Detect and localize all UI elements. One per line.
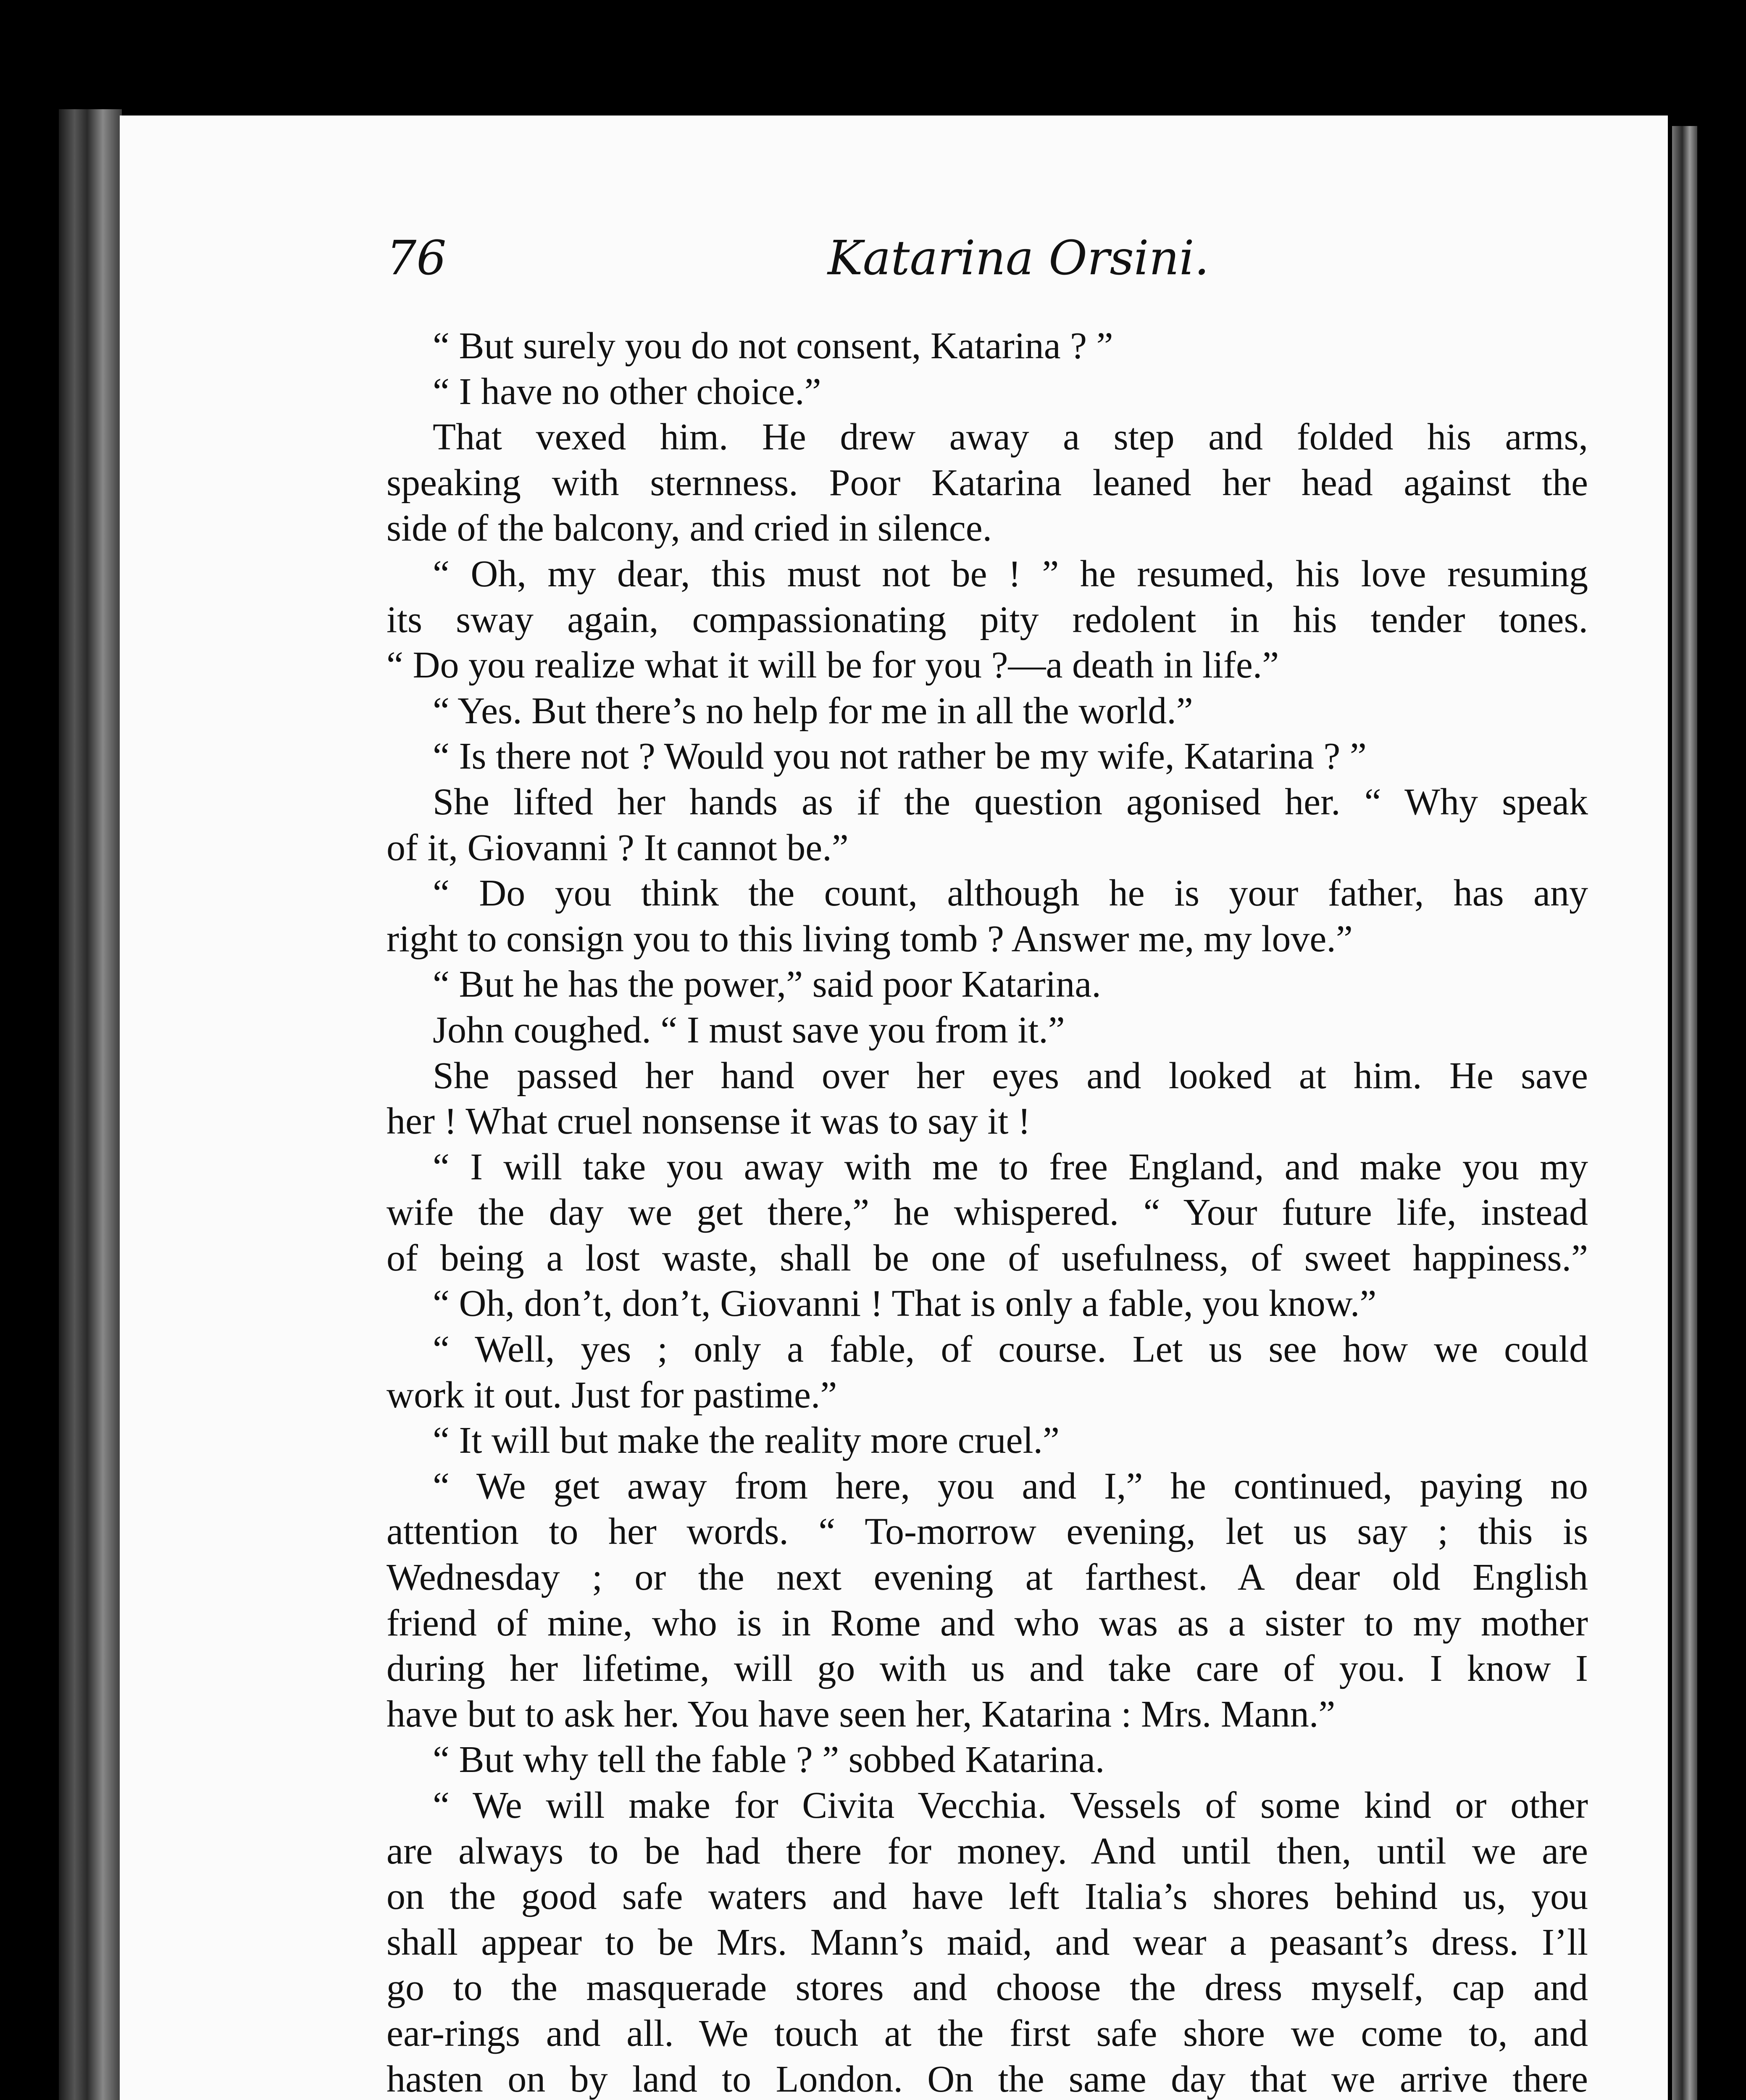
text-line: go to the masquerade stores and choose the dress myself, cap and bbox=[387, 1967, 1588, 2009]
text-line: work it out. Just for pastime.” bbox=[387, 1374, 837, 1416]
text-line: during her lifetime, will go with us and take care of you. I know I bbox=[387, 1648, 1588, 1690]
text-line: “ Do you realize what it will be for you ?—a death in life.” bbox=[387, 644, 1279, 686]
body-text bbox=[387, 323, 1588, 2100]
text-line: “ It will but make the reality more cruel.” bbox=[433, 1420, 1060, 1462]
text-line: “ But surely you do not consent, Katarina ? ” bbox=[433, 325, 1113, 367]
text-line: She passed her hand over her eyes and looked at him. He save bbox=[433, 1055, 1588, 1097]
text-line: “ But he has the power,” said poor Katarina. bbox=[433, 963, 1101, 1005]
text-line: She lifted her hands as if the question agonised her. “ Why speak bbox=[433, 781, 1588, 823]
text-line: of it, Giovanni ? It cannot be.” bbox=[387, 827, 849, 869]
text-line: “ Do you think the count, although he is your father, has any bbox=[433, 872, 1588, 914]
text-line: hasten on by land to London. On the same day that we arrive there bbox=[387, 2058, 1588, 2100]
text-line: “ Well, yes ; only a fable, of course. Let us see how we could bbox=[433, 1328, 1588, 1370]
text-line: John coughed. “ I must save you from it.” bbox=[433, 1009, 1065, 1051]
text-line: “ But why tell the fable ? ” sobbed Katarina. bbox=[433, 1739, 1105, 1781]
text-line: her ! What cruel nonsense it was to say it ! bbox=[387, 1100, 1031, 1142]
text-line: wife the day we get there,” he whispered. “ Your future life, instead bbox=[387, 1192, 1588, 1234]
text-line: side of the balcony, and cried in silence. bbox=[387, 507, 992, 549]
text-line: “ Oh, my dear, this must not be ! ” he resumed, his love resuming bbox=[433, 553, 1588, 595]
text-line: on the good safe waters and have left Italia’s shores behind us, you bbox=[387, 1876, 1588, 1918]
text-line: its sway again, compassionating pity redolent in his tender tones. bbox=[387, 598, 1588, 640]
text-line: ear-rings and all. We touch at the first safe shore we come to, and bbox=[387, 2012, 1588, 2054]
text-line: friend of mine, who is in Rome and who was as a sister to my mother bbox=[387, 1602, 1588, 1644]
page-stack-edge bbox=[1672, 126, 1697, 2100]
text-line: have but to ask her. You have seen her, Katarina : Mrs. Mann.” bbox=[387, 1693, 1336, 1735]
text-line: “ Oh, don’t, don’t, Giovanni ! That is only a fable, you know.” bbox=[433, 1283, 1377, 1325]
text-line: of being a lost waste, shall be one of usefulness, of sweet happiness.” bbox=[387, 1237, 1588, 1279]
page-number: 76 bbox=[387, 231, 447, 286]
text-line: are always to be had there for money. And until then, until we are bbox=[387, 1830, 1588, 1872]
text-line: attention to her words. “ To-morrow evening, let us say ; this is bbox=[387, 1511, 1588, 1553]
text-line: “ Is there not ? Would you not rather be my wife, Katarina ? ” bbox=[433, 735, 1367, 777]
page-header bbox=[387, 231, 1596, 294]
book-gutter-edge bbox=[59, 109, 122, 2100]
text-line: right to consign you to this living tomb ? Answer me, my love.” bbox=[387, 918, 1353, 960]
text-line: That vexed him. He drew away a step and folded his arms, bbox=[433, 416, 1588, 458]
text-line: “ Yes. But there’s no help for me in all the world.” bbox=[433, 690, 1193, 732]
text-line: “ We get away from here, you and I,” he continued, paying no bbox=[433, 1465, 1588, 1507]
text-line: shall appear to be Mrs. Mann’s maid, and wear a peasant’s dress. I’ll bbox=[387, 1921, 1588, 1963]
running-title: Katarina Orsini. bbox=[828, 231, 1210, 286]
text-line: “ I will take you away with me to free England, and make you my bbox=[433, 1146, 1588, 1188]
text-line: Wednesday ; or the next evening at farthest. A dear old English bbox=[387, 1557, 1588, 1599]
text-line: “ I have no other choice.” bbox=[433, 370, 821, 412]
text-line: “ We will make for Civita Vecchia. Vessels of some kind or other bbox=[433, 1785, 1588, 1826]
text-line: speaking with sternness. Poor Katarina leaned her head against the bbox=[387, 462, 1588, 504]
